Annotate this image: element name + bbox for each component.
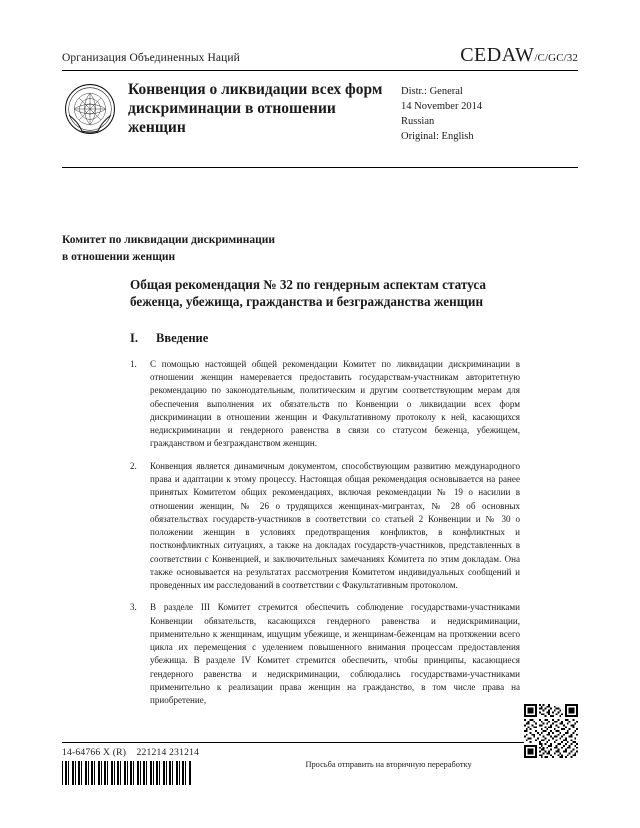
paragraph bbox=[130, 460, 520, 593]
masthead bbox=[62, 71, 578, 159]
distribution-line: Distr.: General bbox=[401, 86, 463, 97]
document-header bbox=[62, 44, 578, 168]
paragraph-text: Конвенция является динамичным документом, способствующим развитию международного права и адаптации к этому процессу. Настоящая общая рекомендация основывается на ранее принятых Комитетом общих рекомендациях, включая рекомендации № 19 о насилии в отношении женщин, № 26 о трудящихся женщинах-мигрантах, № 28 об основных обязательствах государств-участников в соответствии со статьей 2 Конвенции и № 30 о положении женщин в условиях предотвращения конфликтов, в конфликтных и постконфликтных ситуациях, а также на докладах государств-участников, представленных в соответствии с Конвенцией, и заключительных замечаниях Комитета по этим докладам. Она также основывается на результатах рассмотрения Комитетом индивидуальных сообщений и проведенных им расследований в соответствии с Факультативным протоколом. bbox=[150, 460, 520, 591]
distribution-block bbox=[401, 81, 551, 145]
document-footer bbox=[62, 746, 578, 785]
distribution-language: Russian bbox=[401, 115, 435, 127]
header-rule-bottom bbox=[62, 167, 578, 168]
footer-rule bbox=[62, 742, 578, 743]
footer-job-info bbox=[62, 746, 199, 785]
committee-line-1: Комитет по ликвидации дискриминации bbox=[62, 234, 276, 246]
organization-name: Организация Объединенных Наций bbox=[62, 52, 240, 64]
committee-line-2: в отношении женщин bbox=[62, 250, 176, 263]
qr-code-icon bbox=[524, 704, 578, 758]
barcode-icon bbox=[62, 761, 192, 785]
paragraph-number: 3. bbox=[130, 602, 137, 613]
section-heading bbox=[130, 331, 520, 346]
section-number: I. bbox=[130, 330, 138, 345]
document-body bbox=[130, 276, 520, 716]
paragraph-number: 1. bbox=[130, 358, 137, 369]
document-symbol-suffix: /C/GC/32 bbox=[534, 52, 578, 64]
section-label: Введение bbox=[156, 330, 209, 345]
recycle-note: Просьба отправить на вторичную переработку bbox=[305, 760, 472, 769]
un-emblem-icon bbox=[64, 83, 116, 135]
date-codes: 221214 231214 bbox=[136, 747, 200, 758]
paragraph-text: В разделе III Комитет стремится обеспечить соблюдение государствами-участниками Конвенции обязательств, касающихся гендерного равенства и недискриминации, применительно к женщинам, ищущим убежище, и женщинам-беженцам на протяжении всего цикла их перемещения с уделением повышенного внимания процессам предоставления убежища. В разделе IV Комитет стремится обеспечить, чтобы принципы, касающиеся гендерного равенства и недискриминации, соблюдались государствами-участниками применительно к реализации права женщин на гражданство, в том числе права на приобретение, bbox=[150, 602, 520, 706]
document-symbol bbox=[460, 44, 578, 67]
paragraph bbox=[130, 601, 520, 707]
paragraph bbox=[130, 358, 520, 451]
job-number: 14-64766 X (R) bbox=[62, 747, 127, 758]
convention-title: Конвенция о ликвидации всех форм дискриминации в отношении женщин bbox=[128, 81, 383, 136]
header-top-line bbox=[62, 44, 578, 67]
committee-name bbox=[62, 232, 578, 265]
paragraph-text: С помощью настоящей общей рекомендации Комитет по ликвидации дискриминации в отношении женщин намеревается предоставить государствам-участникам авторитетную рекомендацию по законодательным, политическим и другим соответствующим мерам для обеспечения выполнения их обязательств по Конвенции о ликвидации всех форм дискриминации в отношении женщин и Факультативному протоколу к ней, касающихся недискриминации и гендерного равенства в связи со статусом беженца, убежищем, гражданством и безгражданством женщин. bbox=[150, 358, 520, 449]
document-symbol-main: CEDAW bbox=[460, 44, 535, 66]
distribution-date: 14 November 2014 bbox=[401, 100, 483, 112]
page-title: Общая рекомендация № 32 по гендерным аспектам статуса беженца, убежища, гражданства и безгражданства женщин bbox=[130, 277, 486, 310]
paragraph-number: 2. bbox=[130, 460, 137, 471]
distribution-original: Original: English bbox=[401, 130, 474, 142]
